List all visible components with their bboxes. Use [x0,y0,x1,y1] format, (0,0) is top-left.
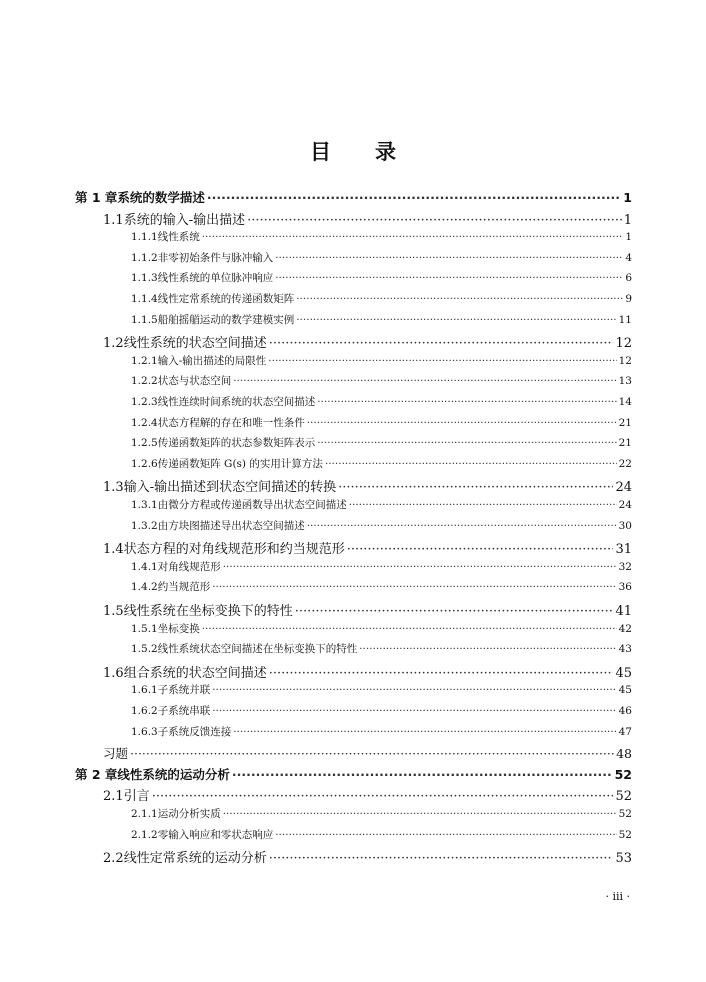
toc-entry-number: 1.1.3 [131,272,158,285]
toc-section-entry[interactable] [103,538,632,557]
toc-entry-title: 状态方程的对角线规范形和约当规范形 [123,542,345,558]
toc-entry-page: 45 [618,684,632,697]
toc-entry-page: 13 [618,375,632,388]
toc-subsection-entry[interactable] [131,229,632,244]
toc-leader-dots [338,480,613,495]
toc-entry-title: 线性系统的运动分析 [117,766,230,782]
toc-entry-number: 1.1.4 [131,293,158,305]
toc-subsection-entry[interactable] [131,559,632,574]
toc-leader-dots [207,190,621,205]
toc-subsection-entry[interactable] [131,435,632,450]
toc-entry-title: 子系统并联 [157,684,211,697]
toc-section-entry[interactable] [103,785,632,804]
toc-entry-page: 48 [616,746,632,762]
toc-entry-title: 由方块图描述导出状态空间描述 [157,519,305,532]
toc-entry-number: 1.2.5 [131,437,158,450]
toc-entry-title: 线性定常系统的运动分析 [123,851,267,867]
toc-leader-dots [307,417,617,429]
title-char-1: 目 [310,140,331,164]
toc-subsection-entry[interactable] [131,724,632,739]
toc-entry-page: 21 [618,416,632,429]
toc-leader-dots [223,561,617,573]
toc-subsection-entry[interactable] [131,579,632,594]
toc-section-entry[interactable] [103,847,632,866]
toc-leader-dots [359,643,616,655]
toc-leader-dots [232,767,613,782]
toc-entry-title: 输入-输出描述到状态空间描述的转换 [123,480,337,496]
toc-entry-number: 1.6 [103,665,124,681]
toc-entry-page: 31 [615,542,632,558]
toc-subsection-entry[interactable] [131,703,632,718]
toc-entry-page: 52 [614,766,632,782]
toc-entry-number: 1.4.2 [131,581,158,594]
toc-entry-page: 22 [618,457,632,470]
toc-entry-title: 传递函数矩阵的状态参数矩阵表示 [157,437,316,450]
toc-entry-number: 1.5.2 [131,643,158,656]
toc-entry-page: 52 [618,828,632,841]
toc-entry-number: 第 1 章 [75,190,118,205]
toc-entry-page: 46 [618,705,632,717]
toc-subsection-entry[interactable] [131,312,632,327]
toc-entry-number: 1.6.2 [131,705,158,717]
toc-entry-number: 1.5.1 [131,622,158,635]
page-folio: · iii · [605,890,630,903]
toc-leader-dots [307,520,617,532]
toc-entry-number: 1.4.1 [131,560,158,573]
toc-entry-number: 1.5 [103,604,124,619]
toc-subsection-entry[interactable] [131,518,632,533]
toc-entry-number: 1.3.1 [131,499,158,511]
toc-entry-number: 1.1.1 [131,231,158,244]
toc-entry-number: 1.3.2 [131,519,158,532]
toc-entry-title: 船舶摇艏运动的数学建模实例 [157,313,295,326]
toc-entry-title: 系统的输入-输出描述 [123,212,246,228]
toc-entry-page: 1 [623,212,632,228]
toc-exercise-entry[interactable] [103,744,632,762]
toc-subsection-entry[interactable] [131,641,632,656]
toc-subsection-entry[interactable] [131,291,632,306]
toc-entry-page: 30 [618,519,632,532]
toc-section-entry[interactable] [103,476,632,495]
toc-entry-title: 输入-输出描述的局限性 [157,354,267,367]
toc-subsection-entry[interactable] [131,353,632,368]
toc-entry-page: 52 [618,808,632,820]
toc-leader-dots [275,252,623,264]
toc-entry-number: 1.1.2 [131,251,158,264]
toc-subsection-entry[interactable] [131,270,632,285]
toc-entry-page: 24 [615,480,632,496]
toc-entry-title: 运动分析实质 [157,808,221,820]
toc-leader-dots [275,829,616,841]
toc-entry-title: 线性系统 [157,231,200,244]
toc-section-entry[interactable] [103,209,632,228]
toc-subsection-entry[interactable] [131,456,632,471]
title-char-2: 录 [375,140,396,164]
toc-leader-dots [317,437,616,449]
toc-entry-title: 对角线规范形 [157,560,221,573]
toc-entry-title: 线性连续时间系统的状态空间描述 [157,396,316,408]
toc-entry-title: 引言 [123,789,150,805]
toc-entry-page: 9 [625,293,632,305]
toc-section-entry[interactable] [103,332,632,351]
toc-entry-number: 1.3 [103,480,124,496]
toc-leader-dots [349,499,617,511]
toc-leader-dots [247,213,622,228]
toc-entry-number: 1.6.1 [131,684,158,697]
toc-entry-number: 1.2 [103,336,124,352]
toc-section-entry[interactable] [103,662,632,681]
toc-leader-dots [223,808,617,820]
toc-entry-title: 组合系统的状态空间描述 [123,665,267,681]
toc-entry-page: 14 [618,396,632,408]
toc-entry-title: 习题 [103,746,129,762]
toc-leader-dots [233,726,616,738]
toc-entry-title: 线性定常系统的传递函数矩阵 [157,293,295,305]
toc-leader-dots [269,666,614,681]
toc-leader-dots [212,684,616,696]
toc-entry-title: 状态与状态空间 [157,375,232,388]
toc-entry-page: 6 [625,272,632,285]
toc-subsection-entry[interactable] [131,827,632,842]
toc-entry-title: 零输入响应和零状态响应 [157,828,274,841]
toc-section-entry[interactable] [103,600,632,619]
toc-entry-title: 线性系统在坐标变换下的特性 [123,604,293,619]
toc-leader-dots [295,604,614,619]
toc-leader-dots [202,623,617,635]
toc-entry-title: 约当规范形 [157,581,211,594]
toc-entry-page: 53 [615,851,632,867]
toc-entry-number: 1.2.1 [131,354,158,367]
toc-entry-title: 线性系统的状态空间描述 [123,336,267,352]
toc-entry-number: 1.4 [103,542,124,558]
toc-subsection-entry[interactable] [131,415,632,430]
toc-leader-dots [275,272,623,284]
toc-entry-page: 24 [618,499,632,511]
toc-entry-page: 11 [618,313,632,326]
toc-chapter-entry[interactable] [75,765,632,783]
toc-entry-title: 传递函数矩阵 G(s) 的实用计算方法 [157,457,323,470]
toc-subsection-entry[interactable] [131,250,632,265]
toc-entry-number: 1.1 [103,212,124,228]
toc-subsection-entry[interactable] [131,394,632,409]
toc-entry-number: 2.1.2 [131,828,158,841]
toc-leader-dots [296,314,616,326]
toc-leader-dots [202,231,624,243]
toc-entry-page: 42 [618,622,632,635]
toc-entry-number: 1.1.5 [131,313,158,326]
toc-entry-title: 坐标变换 [157,622,200,635]
toc-leader-dots [130,746,614,761]
toc-entry-page: 52 [615,789,632,805]
toc-subsection-entry[interactable] [131,373,632,388]
toc-leader-dots [233,375,616,387]
toc-entry-page: 21 [618,437,632,450]
toc-leader-dots [212,705,616,717]
toc-leader-dots [325,458,617,470]
toc-entry-page: 43 [618,643,632,656]
toc-leader-dots [212,581,616,593]
toc-entry-page: 36 [618,581,632,594]
toc-leader-dots [269,336,614,351]
toc-entry-title: 子系统串联 [157,705,211,717]
toc-entry-page: 45 [615,665,632,681]
toc-entry-number: 2.1 [103,789,124,805]
toc-entry-page: 41 [615,604,632,619]
toc-entry-page: 12 [618,354,632,367]
toc-subsection-entry[interactable] [131,682,632,697]
toc-subsection-entry[interactable] [131,497,632,512]
toc-entry-number: 2.2 [103,851,124,867]
toc-entry-number: 1.2.4 [131,416,158,429]
toc-subsection-entry[interactable] [131,806,632,821]
toc-leader-dots [152,789,614,804]
toc-leader-dots [268,355,616,367]
toc-entry-number: 1.2.2 [131,375,158,388]
toc-entry-number: 1.6.3 [131,725,158,738]
toc-subsection-entry[interactable] [131,621,632,636]
toc-entry-title: 线性系统状态空间描述在坐标变换下的特性 [157,643,358,656]
toc-leader-dots [347,542,614,557]
toc-entry-title: 系统的数学描述 [117,190,205,205]
toc-leader-dots [269,851,614,866]
toc-entry-page: 32 [618,560,632,573]
toc-entry-page: 1 [625,231,632,244]
toc-entry-page: 12 [615,336,632,352]
toc-leader-dots [296,293,623,305]
toc-entry-number: 第 2 章 [75,766,118,782]
toc-entry-title: 子系统反馈连接 [157,725,232,738]
toc-entry-number: 1.2.3 [131,396,158,408]
toc-entry-number: 1.2.6 [131,457,158,470]
toc-leader-dots [317,396,616,408]
toc-entry-title: 非零初始条件与脉冲输入 [157,251,274,264]
toc-entry-title: 由微分方程或传递函数导出状态空间描述 [157,499,347,511]
toc-entry-number: 2.1.1 [131,808,158,820]
toc-entry-page: 47 [618,725,632,738]
toc-entry-title: 线性系统的单位脉冲响应 [157,272,274,285]
toc-entry-page: 1 [623,190,632,205]
toc-entry-title: 状态方程解的存在和唯一性条件 [157,416,305,429]
toc-entry-page: 4 [625,251,632,264]
toc-chapter-entry[interactable] [75,188,632,206]
